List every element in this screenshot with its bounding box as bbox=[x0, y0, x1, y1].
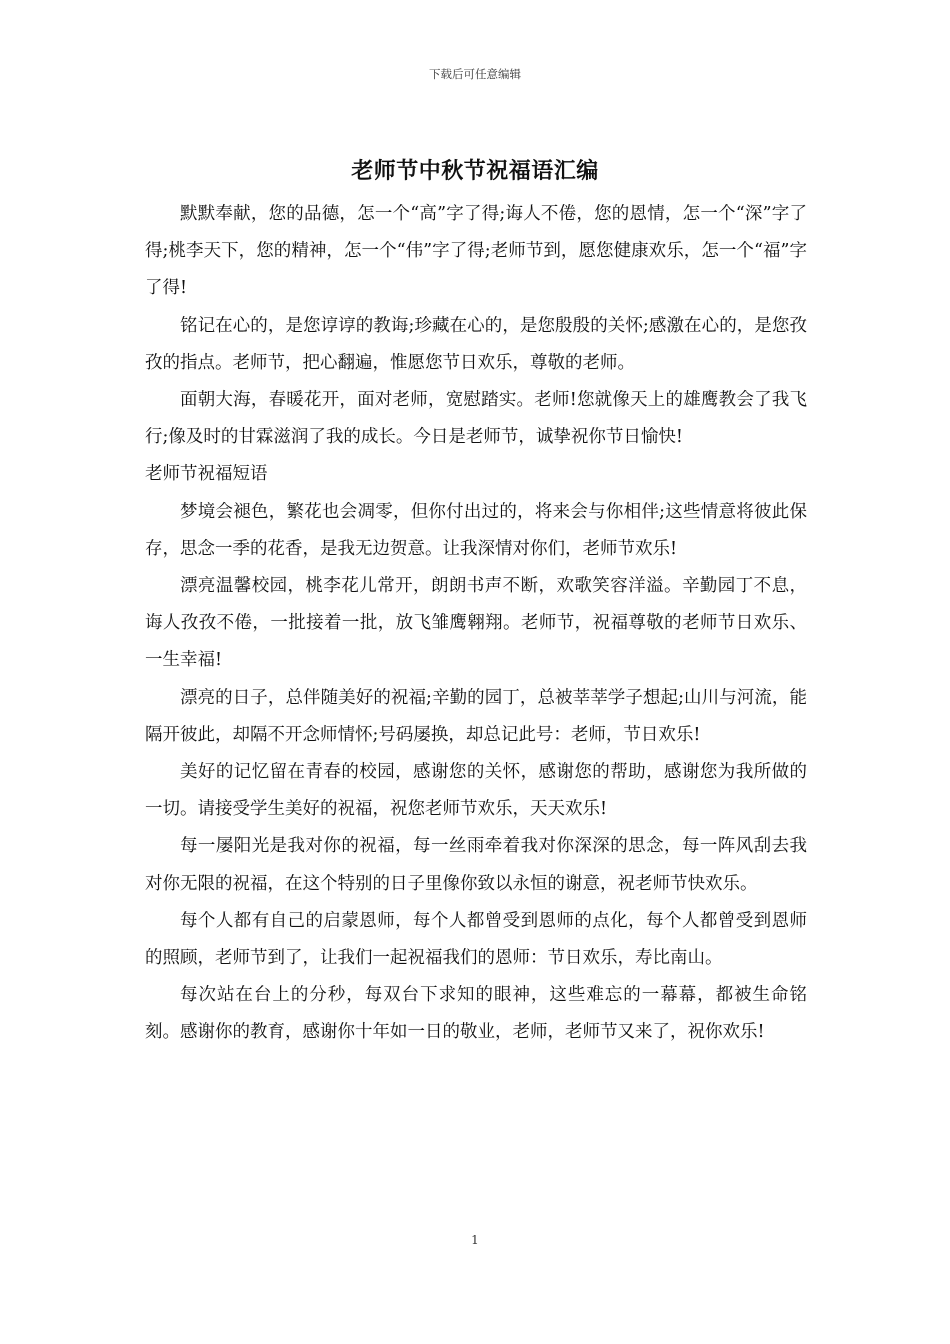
document-title: 老师节中秋节祝福语汇编 bbox=[351, 158, 599, 184]
paragraph: 面朝大海，春暖花开，面对老师，宽慰踏实。老师!您就像天上的雄鹰教会了我飞行;像及时的甘霖滋润了我的成长。今日是老师节，诚挚祝你节日愉快! bbox=[145, 390, 807, 448]
paragraph: 漂亮的日子，总伴随美好的祝福;辛勤的园丁，总被莘莘学子想起;山川与河流，能隔开彼此，却隔不开念师情怀;号码屡换，却总记此号：老师，节日欢乐! bbox=[145, 687, 807, 745]
paragraph: 漂亮温馨校园，桃李花儿常开，朗朗书声不断，欢歌笑容洋溢。辛勤园丁不息，诲人孜孜不倦，一批接着一批，放飞雏鹰翱翔。老师节，祝福尊敬的老师节日欢乐、一生幸福! bbox=[145, 576, 807, 671]
paragraph: 铭记在心的，是您谆谆的教诲;珍藏在心的，是您殷殷的关怀;感激在心的，是您孜孜的指点。老师节，把心翻遍，惟愿您节日欢乐，尊敬的老师。 bbox=[145, 315, 807, 373]
paragraph: 每次站在台上的分秒，每双台下求知的眼神，这些难忘的一幕幕，都被生命铭刻。感谢你的教育，感谢你十年如一日的敬业，老师，老师节又来了，祝你欢乐! bbox=[145, 985, 807, 1043]
header-note: 下载后可任意编辑 bbox=[429, 67, 521, 81]
paragraph: 每一屡阳光是我对你的祝福，每一丝雨牵着我对你深深的思念，每一阵风刮去我对你无限的祝福，在这个特别的日子里像你致以永恒的谢意，祝老师节快欢乐。 bbox=[145, 836, 807, 894]
paragraph: 美好的记忆留在青春的校园，感谢您的关怀，感谢您的帮助，感谢您为我所做的一切。请接受学生美好的祝福，祝您老师节欢乐，天天欢乐! bbox=[145, 762, 807, 820]
document-body bbox=[145, 196, 807, 1052]
paragraph: 默默奉献，您的品德，怎一个“高”字了得;诲人不倦，您的恩情，怎一个“深”字了得;桃李天下，您的精神，怎一个“伟”字了得;老师节到，愿您健康欢乐，怎一个“福”字了得! bbox=[145, 204, 807, 299]
paragraph: 梦境会褪色，繁花也会凋零，但你付出过的，将来会与你相伴;这些情意将彼此保存，思念一季的花香，是我无边贺意。让我深情对你们，老师节欢乐! bbox=[145, 501, 807, 559]
section-subheading: 老师节祝福短语 bbox=[145, 464, 268, 485]
page-number: 1 bbox=[471, 1233, 479, 1247]
paragraph: 每个人都有自己的启蒙恩师，每个人都曾受到恩师的点化，每个人都曾受到恩师的照顾，老师节到了，让我们一起祝福我们的恩师：节日欢乐，寿比南山。 bbox=[145, 910, 807, 969]
